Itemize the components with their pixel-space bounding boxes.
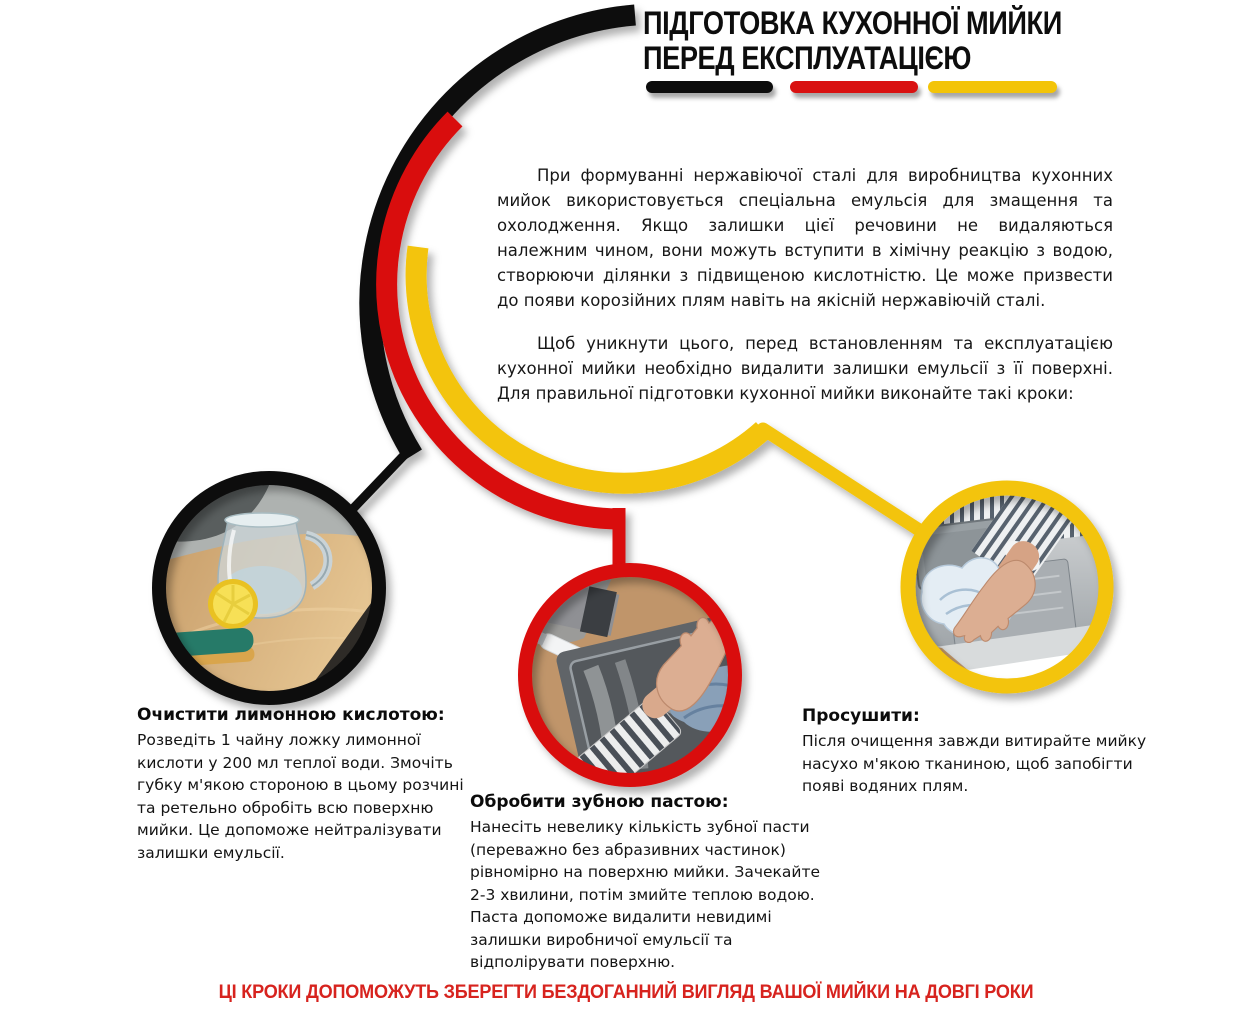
yellow-connector-line [763, 429, 930, 537]
intro-paragraph-1: При формуванні нержавіючої сталі для виробництва кухонних мийок використовується спеціальна емульсія для змащення та охолодження. Якщо залишки цієї речовини не видаляються належним чином, вони можуть вступити в хімічну реакцію з водою, створюючи ділянки з підвищеною кислотністю. Це може призвести до появи корозійних плям навіть на якісній нержавіючій сталі. [497, 166, 1113, 310]
step-toothpaste [470, 792, 820, 974]
intro-text [497, 163, 1113, 406]
title-underline-red [790, 81, 918, 93]
step-citric-acid [137, 705, 472, 864]
step1-body: Розведіть 1 чайну ложку лимонної кислоти у 200 мл теплої води. Змочіть губку м'якою стороною в цьому розчині та ретельно обробіть всю поверхню мийки. Це допоможе нейтралізувати залишки емульсії. [137, 731, 464, 862]
step2-heading: Обробити зубною пастою: [470, 792, 729, 812]
lemon-half [208, 579, 258, 629]
page-title [643, 6, 1085, 76]
step3-body: Після очищення завжди витирайте мийку насухо м'якою тканиною, щоб запобігти появі водяних плям. [802, 732, 1147, 795]
photo-toothpaste [525, 570, 813, 806]
page-title-line1: ПІДГОТОВКА КУХОННОЇ МИЙКИ [643, 5, 1062, 41]
step2-body: Нанесіть невелику кількість зубної пасти (переважно без абразивних частинок) рівномірно на поверхню мийки. Зачекайте 2-3 хвилини, потім змийте теплою водою. Паста допоможе видалити невидимі залишки виробничої емульсії та відполірувати поверхню. [470, 818, 821, 971]
photo-citric-acid [147, 478, 381, 700]
page-title-line2: ПЕРЕД ЕКСПЛУАТАЦІЄЮ [643, 40, 972, 76]
photo-drying [908, 459, 1106, 686]
intro-paragraph-2: Щоб уникнути цього, перед встановленням та експлуатацією кухонної мийки необхідно видалити залишки емульсії з її поверхні. Для правильної підготовки кухонної мийки виконайте такі кроки: [497, 334, 1113, 403]
step1-heading: Очистити лимонною кислотою: [137, 705, 445, 725]
black-connector-line [346, 449, 410, 516]
step3-heading: Просушити: [802, 706, 920, 726]
title-underline-black [646, 81, 773, 93]
step-drying [802, 706, 1152, 798]
footer-banner: ЦІ КРОКИ ДОПОМОЖУТЬ ЗБЕРЕГТИ БЕЗДОГАННИЙ ВИГЛЯД ВАШОЇ МИЙКИ НА ДОВГІ РОКИ [218, 982, 1034, 1003]
title-underline-yellow [928, 81, 1057, 93]
